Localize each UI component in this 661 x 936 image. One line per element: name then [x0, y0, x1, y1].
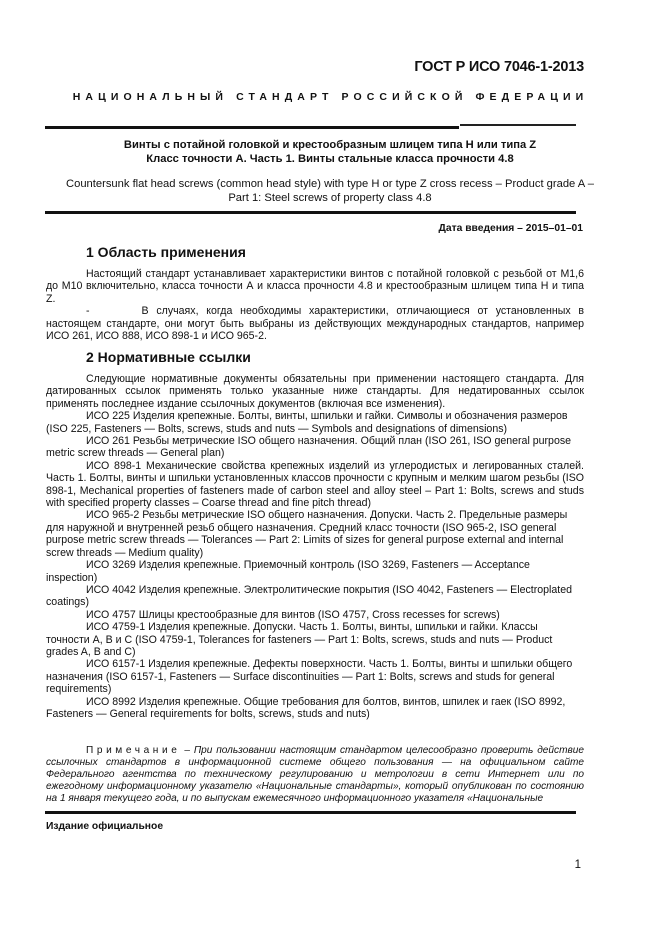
reference-item: ИСО 8992 Изделия крепежные. Общие требования для болтов, винтов, шпилек и гаек (ISO 8992, Fasteners — General requirements for bolts, screws, studs and nuts) [46, 695, 566, 720]
top-divider [45, 126, 459, 129]
title-russian-line2: Класс точности А. Часть 1. Винты стальные класса прочности 4.8 [146, 152, 514, 165]
reference-item: ИСО 225 Изделия крепежные. Болты, винты, шпильки и гайки. Символы и обозначения размеров (ISO 225, Fasteners — Bolts, screws, studs and nuts — Symbols and designations of dimensions) [46, 410, 568, 435]
title-divider [45, 211, 576, 214]
reference-item: ИСО 965-2 Резьбы метрические ISO общего назначения. Допуски. Часть 2. Предельные размеры для наружной и внутренней резьб общего назначения. Средний класс точности (ISO 965-2, ISO general purpose metric screw threads — Tolerances — Part 2: Limits of sizes for general purpose external and internal screw threads — Medium quality) [46, 509, 568, 559]
footer-divider [45, 811, 576, 814]
dash-marker: - [86, 305, 90, 318]
top-divider-right [460, 124, 576, 126]
section-2-intro: Следующие нормативные документы обязательны при применении настоящего стандарта. Для датированных ссылок применять только указанные ниже стандарты. Для недатированных ссылок применять последнее издание ссылочных документов (включая все изменения). [46, 373, 584, 410]
national-standard-banner: НАЦИОНАЛЬНЫЙ СТАНДАРТ РОССИЙСКОЙ ФЕДЕРАЦИИ [72, 91, 589, 103]
reference-item: ИСО 4757 Шлицы крестообразные для винтов (ISO 4757, Cross recesses for screws) [86, 608, 500, 621]
note-dash: – [180, 745, 194, 756]
section-1-body [46, 268, 584, 342]
note-label: Примечание [86, 745, 181, 756]
section-1-heading: 1 Область применения [86, 244, 246, 260]
section-1-paragraph: Настоящий стандарт устанавливает характеристики винтов с потайной головкой с резьбой от М1,6 до М10 включительно, класса точности А и класса прочности 4.8 и крестообразным шлицем типа H и типа Z. [46, 268, 584, 305]
reference-item: ИСО 261 Резьбы метрические ISO общего назначения. Общий план (ISO 261, ISO general purpose metric screw threads — General plan) [46, 435, 572, 460]
reference-item: ИСО 898-1 Механические свойства крепежных изделий из углеродистых и легированных сталей. Часть 1. Болты, винты и шпильки установленных классов прочности с крупным и мелким шагом резьбы (ISO 898-1, Mechanical properties of fasteners made of carbon steel and alloy steel – Part 1: Bolts, screws and studs with specified property classes – Coarse thread and fine pitch thread) [46, 459, 584, 510]
section-1-dash-paragraph [46, 305, 584, 342]
page-number: 1 [574, 859, 581, 871]
standard-code: ГОСТ Р ИСО 7046-1-2013 [414, 59, 584, 75]
introduction-date: Дата введения – 2015–01–01 [438, 223, 583, 234]
title-russian-line1: Винты с потайной головкой и крестообразным шлицем типа H или типа Z [123, 139, 537, 151]
title-english-line2: Part 1: Steel screws of property class 4.8 [228, 191, 432, 204]
reference-item: ИСО 4759-1 Изделия крепежные. Допуски. Часть 1. Болты, винты, шпильки и гайки. Классы точности А, В и С (ISO 4759-1, Tolerances for fasteners — Part 1: Bolts, screws, studs and nuts — Product grades A, B and C) [46, 621, 553, 658]
title-english-line1: Countersunk flat head screws (common head style) with type H or type Z cross recess – Product grade A – [66, 178, 594, 190]
note-text: При пользовании настоящим стандартом целесообразно проверить действие ссылочных стандартов в информационной системе общего пользования — на официальном сайте Федерального агентства по техническому регулированию и метрологии в сети Интернет или по ежегодному информационному указателю «Национальные стандарты», который опубликован по состоянию на 1 января текущего года, и по выпускам ежемесячного информационного указателя «Национальные [46, 745, 584, 805]
reference-item: ИСО 3269 Изделия крепежные. Приемочный контроль (ISO 3269, Fasteners — Acceptance inspection) [46, 559, 530, 584]
note-block [46, 745, 584, 805]
reference-item: ИСО 4042 Изделия крепежные. Электролитические покрытия (ISO 4042, Fasteners — Electroplated coatings) [46, 583, 572, 609]
section-1-paragraph-2: В случаях, когда необходимы характеристики, отличающиеся от установленных в настоящем стандарте, они могут быть выбраны из действующих международных стандартов, например ИСО 261, ИСО 888, ИСО 898-1 и ИСО 965-2. [46, 305, 584, 343]
section-2-body [46, 373, 584, 720]
title-english [30, 178, 630, 205]
title-russian [40, 139, 620, 166]
official-edition-label: Издание официальное [46, 821, 164, 832]
reference-item: ИСО 6157-1 Изделия крепежные. Дефекты поверхности. Часть 1. Болты, винты и шпильки общего назначения (ISO 6157-1, Fasteners — Surface discontinuities — Part 1: Bolts, screws and studs for general requirements) [46, 658, 573, 696]
section-2-heading: 2 Нормативные ссылки [86, 349, 251, 365]
